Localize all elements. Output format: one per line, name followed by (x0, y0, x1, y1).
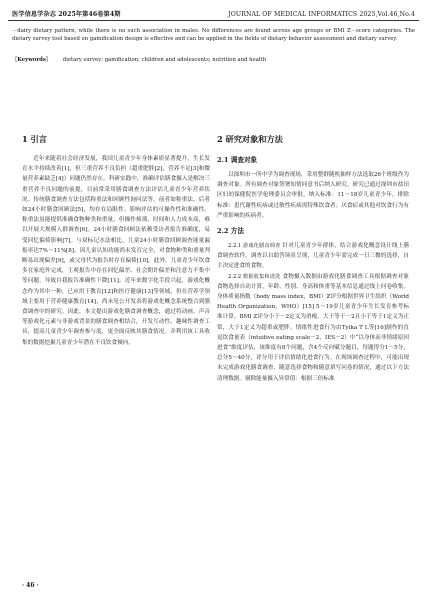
subsection-2-1-heading: 2.1 调查对象 (217, 156, 258, 164)
method-item-1-text: 针对儿童青少年群体，结合游戏化概念设计线上膳食调查软件。调查以自助答场景呈现，儿童青少年需完成一日三餐的选择，自主决定进食的食物。 (217, 243, 409, 270)
journal-title-cn: 医学信息学杂志 2025年第46卷第4期 (12, 11, 121, 18)
header-rule (8, 20, 419, 21)
subjects-paragraph: 以深圳市一所中学为调查现场，采用整群随机抽样方法选取26个班级作为调查对象。所有调查对象签署知情同意书后纳入研究。研究已通过深圳市盐田区妇幼保健院医学伦理委员会审批。纳入标准：11～18岁儿童青少年。排除标准：患代谢性疾病或过敏性疾病需特殊饮食者；厌食症或其他对饮食行为有严重影响的疾病者。 (217, 172, 409, 219)
method-item-1 (217, 241, 409, 272)
subsection-2-2-heading: 2.2 方法 (217, 227, 244, 236)
right-column (217, 132, 409, 384)
section-1-heading: 1 引言 (22, 134, 47, 144)
left-column (22, 132, 210, 348)
keywords-label: ［Keywords］ (12, 57, 52, 63)
english-abstract: －dairy dietary pattern, while there is no such association in males. No differences are found across age groups or BMI Z－score categories. The dietary survey tool based on gamification design is effective and can be applied in the fields of dietary behavior assessment and dietary survey. (12, 28, 415, 43)
method-item-1-label: 2.2.1 游戏化膳食调查 (228, 243, 281, 250)
keywords-text: dietary survey; gamification; children and adolescents; nutrition and health (62, 57, 267, 63)
method-item-2 (217, 272, 409, 384)
journal-title-en: JOURNAL OF MEDICAL INFORMATICS 2025,Vol.46,No.4 (228, 11, 415, 18)
page-number: · 46 · (22, 582, 39, 589)
method-item-2-text: 食物摄入数据由游戏化膳食调查工具根据调查对象食物选择自动计算。年龄、性别、身高和体重等基本信息通过线上问卷收集。身体质量指数（body mass index，BMI）Z评分根据世界卫生组织（World Health Organization，WHO）[15] 5～19岁儿童青少年生长发育参考标准计算。BMI Z评分小于－2定义为消瘦，大于等于－2且小于等于1定义为正常，大于1定义为超重或肥胖。情绪性进食行为由Tylka T L等[16]制作的直觉饮食量表（intuitive eating scale－2，IES－2）中“以身体而非情绪原因进食”维度评估，该维度有8个问题，含4个反向赋分题目，每题得分1～5分，总分5～40分，评分用于评估情绪化进食行为。在现场调查过程中，可能出现未完成游戏化膳食调查、随意选择食物和随意填写问卷的情况，通过以下方法清理数据。剔除能量摄入异常值：根据三倍标准 (217, 273, 409, 382)
section-2-heading: 2 研究对象和方法 (217, 134, 283, 144)
keywords-block (12, 56, 415, 64)
intro-paragraph: 近年来随着社会经济发展，我国儿童青少年身体素质显著提升，生长发育水平持续改善[1]，但三重营养不良负担（超重肥胖[2]，营养不足[3]和微量营养素缺乏[4]）问题仍然存在。科研实践中，准确评估膳食摄入是解决三重营养不良问题的前提，目前常采用膳食调查方法评估儿童青少年营养状况。传统膳食调查方法包括称重法和回顾性询问法等，前者如称重法、后者如24小时膳食回顾法[5]，均存在局限性。影响评估的可操作性和准确性。称重法虽能提供准确食物种类和重量，但操作烦琐，时间和人力成本高，难以开展大规模人群调查[6]。24小时膳食回顾法依赖受访者报告准确度，易受回忆偏倚影响[7]。与双标记水法相比，儿童24小时膳食回顾调查能量漏报率达7%～11%[8]。因儿童认知功能尚未发育完全，对食物种类和重量判断易出现偏差[9]，或父母代为报告时存在偏倚[10]。此外，儿童青少年饮食多在家庭外完成，主观报告中存在回忆偏差、社会期许偏差和注意力不集中等问题，导致自我报告准确性下降[11]。近年来数字化手段兴起，游戏化概念作为其中一种，已应用于教育[12]和医疗健康[13]等领域，但在营养学领域主要用于营养健康教育[14]，尚未见公开发表将游戏化概念系统整合到膳食调查中的研究。因此，本文提出游戏化膳食调查概念，通过将动画、声音等游戏化元素与非游戏背景的膳食调查相结合，开发互动性、趣味性调查工具，提高儿童青少年调查参与度，更全面反映其膳食情况。并利用该工具收集的数据挖掘儿童青少年潜在不良饮食倾向。 (22, 156, 210, 346)
running-header (0, 0, 427, 20)
method-item-2-label: 2.2.2 数据收集和清洗 (228, 273, 281, 280)
